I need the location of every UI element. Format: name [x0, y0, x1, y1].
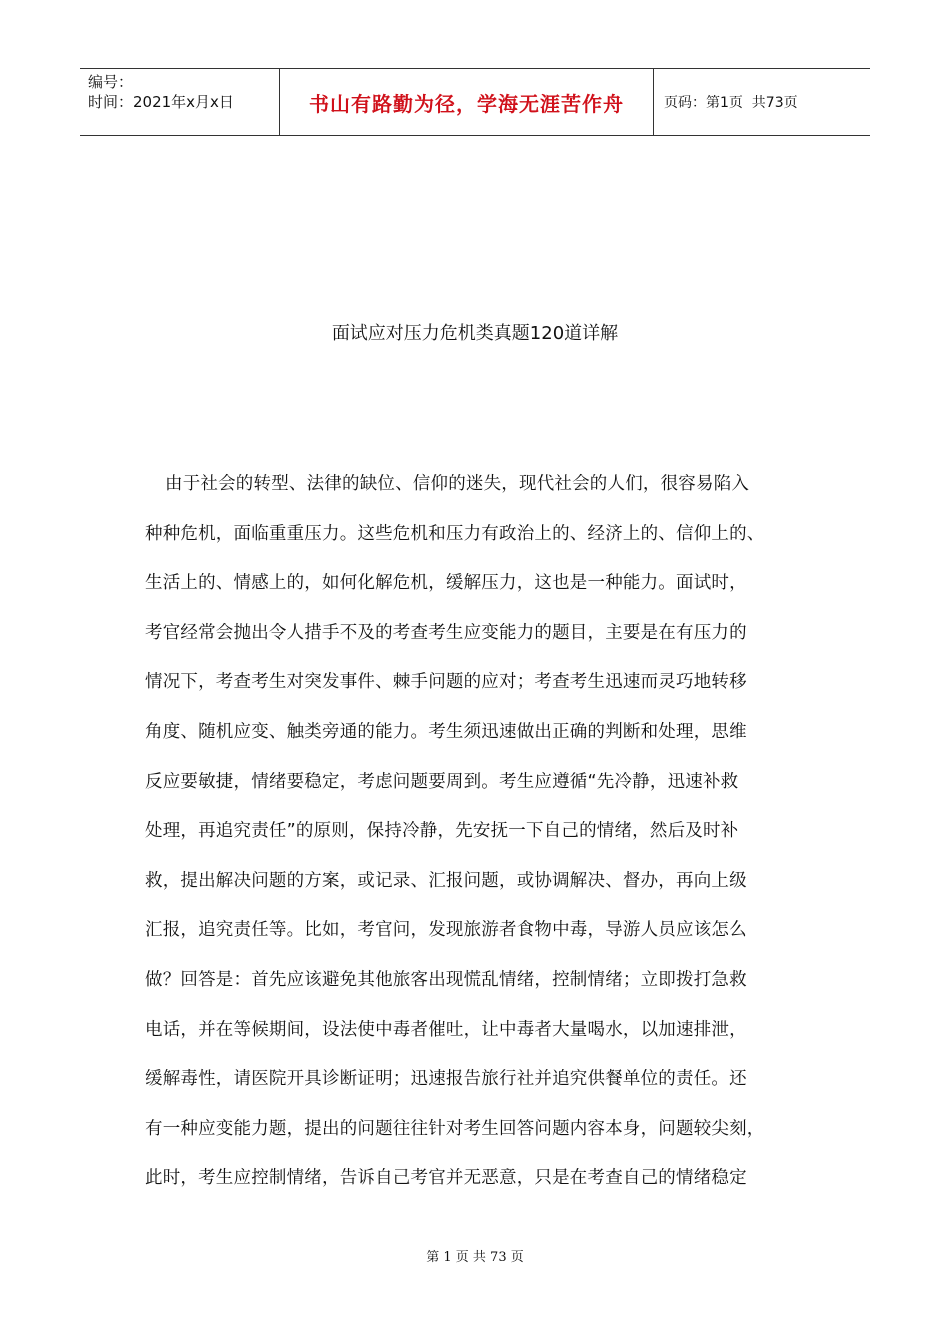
body-line: 反应要敏捷，情绪要稳定，考虑问题要周到。考生应遵循“先冷静，迅速补救	[145, 771, 739, 792]
motto-cell	[280, 69, 654, 135]
body-line: 角度、随机应变、触类旁通的能力。考生须迅速做出正确的判断和处理，思维	[145, 721, 747, 742]
page-info-text: 页码：第1页 共73页	[664, 95, 798, 111]
body-line: 做？回答是：首先应该避免其他旅客出现慌乱情绪，控制情绪；立即拨打急救	[145, 969, 747, 990]
page-footer: 第 1 页 共 73 页	[426, 1250, 524, 1265]
body-line: 由于社会的转型、法律的缺位、信仰的迷失，现代社会的人们，很容易陷入	[165, 474, 750, 494]
body-line: 种种危机，面临重重压力。这些危机和压力有政治上的、经济上的、信仰上的、	[145, 523, 765, 544]
body-line: 此时，考生应控制情绪，告诉自己考官并无恶意，只是在考查自己的情绪稳定	[145, 1168, 747, 1189]
time-label: 时间：2021年x月x日	[88, 93, 234, 111]
body-line: 电话，并在等候期间，设法使中毒者催吐，让中毒者大量喝水，以加速排泄，	[145, 1019, 747, 1040]
body-line: 考官经常会抛出令人措手不及的考查考生应变能力的题目，主要是在有压力的	[145, 622, 747, 643]
header-meta-cell	[80, 69, 280, 135]
document-title: 面试应对压力危机类真题120道详解	[331, 323, 619, 344]
body-line: 处理，再追究责任”的原则，保持冷静，先安抚一下自己的情绪，然后及时补	[145, 821, 739, 842]
body-line: 缓解毒性，请医院开具诊断证明；迅速报告旅行社并追究供餐单位的责任。还	[145, 1069, 747, 1090]
page-info-cell	[654, 69, 870, 135]
body-line: 生活上的、情感上的，如何化解危机，缓解压力，这也是一种能力。面试时，	[145, 573, 747, 594]
body-paragraph	[145, 470, 810, 1214]
header-table	[80, 68, 870, 136]
motto-text: 书山有路勤为径，学海无涯苦作舟	[309, 91, 624, 116]
body-line: 有一种应变能力题，提出的问题往往针对考生回答问题内容本身，问题较尖刻，	[145, 1118, 765, 1139]
body-line: 救，提出解决问题的方案，或记录、汇报问题，或协调解决、督办，再向上级	[145, 870, 747, 891]
number-label: 编号：	[88, 73, 134, 91]
body-line: 汇报，追究责任等。比如，考官问，发现旅游者食物中毒，导游人员应该怎么	[145, 920, 747, 941]
body-line: 情况下，考查考生对突发事件、棘手问题的应对；考查考生迅速而灵巧地转移	[145, 672, 747, 693]
